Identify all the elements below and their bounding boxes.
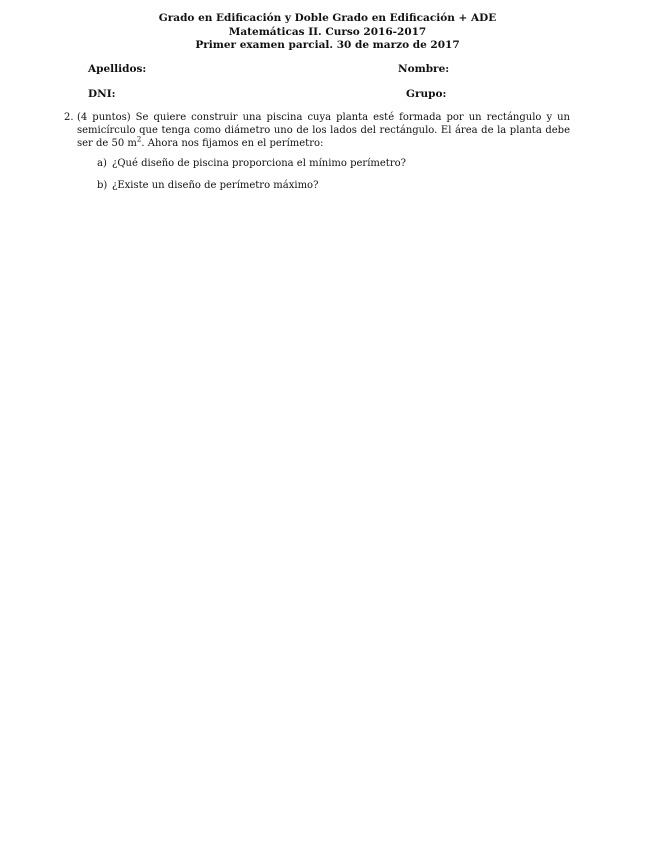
problem-statement [64,111,570,150]
dni-label: DNI: [88,88,116,100]
apellidos-label: Apellidos: [88,63,147,75]
subquestion-a-text: ¿Qué diseño de piscina proporciona el mínimo perímetro? [112,158,406,169]
area-unit-exponent: 2 [136,135,142,144]
course-title: Matemáticas II. Curso 2016-2017 [228,25,427,38]
grupo-label: Grupo: [406,88,447,100]
subquestion-b-label: b) [97,180,108,191]
degree-title: Grado en Edificación y Doble Grado en Edificación + ADE [158,12,497,24]
problem-text-main: (4 puntos) Se quiere construir una piscina cuya planta esté formada por un rectángulo y un semicírculo que tenga como diámetro uno de los lados del rectángulo. El área de la planta debe ser de 50 m [77,112,570,149]
subquestion-b-text: ¿Existe un diseño de perímetro máximo? [112,180,319,191]
problem-number: 2. [64,112,74,123]
nombre-label: Nombre: [398,63,450,75]
subquestion-b [97,179,406,192]
problem-text [77,111,570,150]
subquestion-a [97,157,406,170]
problem-text-end: . Ahora nos fijamos en el perímetro: [141,138,324,149]
exam-title: Primer examen parcial. 30 de marzo de 2017 [195,39,460,51]
subquestion-list [97,157,406,201]
exam-header [0,12,655,53]
subquestion-a-label: a) [97,158,107,169]
